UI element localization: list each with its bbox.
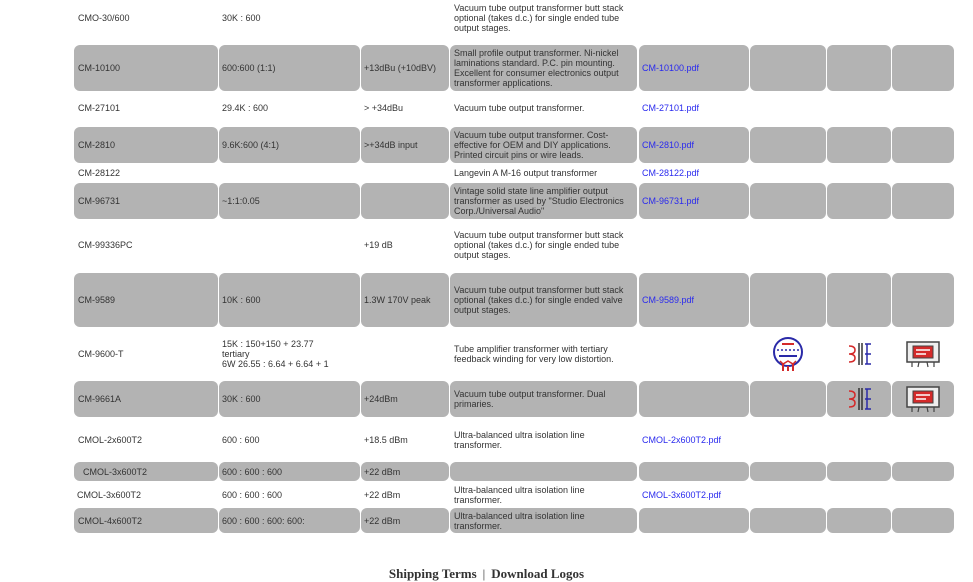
impedance bbox=[219, 381, 360, 417]
pdf-cell bbox=[639, 425, 749, 455]
part-number-text: CMOL-3x600T2 bbox=[83, 466, 148, 477]
description bbox=[450, 45, 637, 91]
photo-cell bbox=[892, 381, 954, 417]
pdf-cell bbox=[639, 381, 749, 417]
impedance-text: 600 : 600 : 600 bbox=[222, 466, 283, 477]
pdf-cell bbox=[639, 165, 749, 180]
description bbox=[450, 273, 637, 327]
level bbox=[361, 45, 449, 91]
pdf-link[interactable]: CM-28122.pdf bbox=[642, 167, 700, 178]
photo-cell bbox=[892, 127, 954, 163]
level-text: +22 dBm bbox=[364, 489, 401, 500]
level-text: +19 dB bbox=[364, 240, 393, 250]
part-number-text: CM-9589 bbox=[78, 295, 116, 305]
pdf-link[interactable]: CM-27101.pdf bbox=[642, 103, 700, 113]
level bbox=[361, 508, 449, 533]
description-text: Vacuum tube output transformer butt stack optional (takes d.c.) for single ended valve output stages. bbox=[454, 285, 624, 315]
part-number bbox=[74, 381, 218, 417]
level-text: +13dBu (+10dBV) bbox=[364, 63, 437, 73]
part-number-text: CMOL-3x600T2 bbox=[77, 489, 142, 500]
impedance bbox=[219, 165, 360, 180]
description bbox=[450, 0, 637, 36]
part-number-text: CM-9661A bbox=[78, 394, 122, 404]
part-number-text: CMO-30/600 bbox=[78, 13, 130, 23]
pdf-cell bbox=[639, 333, 749, 375]
level bbox=[361, 183, 449, 219]
impedance-text: 600 : 600 : 600 bbox=[222, 489, 283, 500]
impedance-text: 9.6K:600 (4:1) bbox=[222, 140, 280, 150]
part-number bbox=[74, 165, 218, 180]
level bbox=[361, 425, 449, 455]
description-text: Langevin A M-16 output transformer bbox=[454, 167, 598, 178]
photo-cell bbox=[892, 45, 954, 91]
table-row bbox=[0, 183, 973, 219]
photo-cell bbox=[892, 462, 954, 481]
part-number bbox=[74, 273, 218, 327]
photo-cell bbox=[892, 273, 954, 327]
impedance-text: 10K : 600 bbox=[222, 295, 261, 305]
description-text: Vacuum tube output transformer butt stack optional (takes d.c.) for single ended tube output stages. bbox=[454, 230, 624, 260]
part-number-text: CM-99336PC bbox=[78, 240, 133, 250]
part-number bbox=[74, 45, 218, 91]
description bbox=[450, 226, 637, 264]
schematic-cell bbox=[827, 462, 891, 481]
impedance-text: 30K : 600 bbox=[222, 13, 261, 23]
description-text: Vacuum tube output transformer butt stack optional (takes d.c.) for single ended tube output stages. bbox=[454, 3, 624, 33]
part-number bbox=[74, 183, 218, 219]
impedance bbox=[219, 226, 360, 264]
transformer-schematic-icon[interactable] bbox=[845, 340, 873, 368]
impedance bbox=[219, 45, 360, 91]
table-row bbox=[0, 484, 973, 505]
impedance-text: ~1:1:0.05 bbox=[222, 196, 260, 206]
pdf-cell bbox=[639, 484, 749, 505]
impedance-text: 29.4K : 600 bbox=[222, 103, 269, 113]
tube-icon-cell bbox=[750, 127, 826, 163]
impedance bbox=[219, 462, 360, 481]
shipping-terms-link[interactable]: Shipping Terms bbox=[388, 566, 477, 581]
part-number-text: CMOL-4x600T2 bbox=[78, 515, 143, 526]
level-text: +24dBm bbox=[364, 394, 398, 404]
level bbox=[361, 462, 449, 481]
part-number-text: CM-9600-T bbox=[78, 349, 124, 359]
description-text: Small profile output transformer. Ni-nickel laminations standard. P.C. pin mounting. Excellent for consumer electronics output transformer applications. bbox=[454, 48, 619, 88]
impedance bbox=[219, 0, 360, 36]
part-number bbox=[74, 425, 218, 455]
table-row bbox=[0, 165, 973, 180]
pdf-cell bbox=[639, 97, 749, 119]
part-number bbox=[74, 0, 218, 36]
schematic-cell bbox=[827, 333, 891, 375]
part-number-text: CM-2810 bbox=[78, 140, 116, 150]
tube-icon-cell bbox=[750, 273, 826, 327]
pdf-cell bbox=[639, 183, 749, 219]
footer-separator: | bbox=[482, 566, 486, 581]
part-number bbox=[74, 97, 218, 119]
impedance bbox=[219, 425, 360, 455]
description bbox=[450, 381, 637, 417]
transformer-photo-icon[interactable] bbox=[904, 384, 942, 414]
impedance bbox=[219, 183, 360, 219]
tube-icon-cell bbox=[750, 333, 826, 375]
level-text: > +34dBu bbox=[364, 103, 404, 113]
impedance-text: 600 : 600 bbox=[222, 435, 260, 445]
schematic-cell bbox=[827, 381, 891, 417]
table-row bbox=[0, 127, 973, 163]
description-text: Vacuum tube output transformer. bbox=[454, 103, 585, 113]
description-text: Ultra-balanced ultra isolation line transformer. bbox=[454, 484, 585, 505]
tube-icon-cell bbox=[750, 508, 826, 533]
part-number-text: CM-27101 bbox=[78, 103, 121, 113]
pdf-link[interactable]: CM-96731.pdf bbox=[642, 196, 700, 206]
pdf-link[interactable]: CMOL-3x600T2.pdf bbox=[642, 489, 722, 500]
pdf-cell bbox=[639, 508, 749, 533]
table-row bbox=[0, 0, 973, 36]
description-text: Vacuum tube output transformer. Dual primaries. bbox=[454, 389, 606, 409]
transformer-schematic-icon[interactable] bbox=[845, 385, 873, 413]
pdf-link[interactable]: CMOL-2x600T2.pdf bbox=[642, 435, 722, 445]
level bbox=[361, 0, 449, 36]
impedance-text: 30K : 600 bbox=[222, 394, 261, 404]
tube-icon-cell bbox=[750, 381, 826, 417]
table-row bbox=[0, 45, 973, 91]
pdf-link[interactable]: CM-2810.pdf bbox=[642, 140, 695, 150]
part-number-text: CM-28122 bbox=[78, 167, 121, 178]
part-number bbox=[74, 508, 218, 533]
table-row bbox=[0, 462, 973, 481]
description bbox=[450, 484, 637, 505]
schematic-cell bbox=[827, 45, 891, 91]
pdf-cell bbox=[639, 273, 749, 327]
part-number-text: CM-10100 bbox=[78, 63, 121, 73]
part-number-text: CMOL-2x600T2 bbox=[78, 435, 143, 445]
impedance bbox=[219, 273, 360, 327]
level bbox=[361, 127, 449, 163]
part-number-text: CM-96731 bbox=[78, 196, 121, 206]
pdf-cell bbox=[639, 127, 749, 163]
photo-cell bbox=[892, 183, 954, 219]
description bbox=[450, 127, 637, 163]
pdf-cell bbox=[639, 226, 749, 264]
pdf-cell bbox=[639, 0, 749, 36]
description-text: Tube amplifier transformer with tertiary feedback winding for very low distortion. bbox=[454, 344, 614, 364]
part-number bbox=[74, 127, 218, 163]
level bbox=[361, 273, 449, 327]
pdf-cell bbox=[639, 45, 749, 91]
description bbox=[450, 462, 637, 481]
vacuum-tube-icon[interactable] bbox=[771, 335, 805, 373]
schematic-cell bbox=[827, 508, 891, 533]
pdf-cell bbox=[639, 462, 749, 481]
schematic-cell bbox=[827, 127, 891, 163]
impedance-text: 15K : 150+150 + 23.77 tertiary 6W 26.55 : 6.64 + 6.64 + 1 bbox=[222, 339, 329, 369]
description bbox=[450, 425, 637, 455]
impedance bbox=[219, 508, 360, 533]
level bbox=[361, 226, 449, 264]
table-row bbox=[0, 508, 973, 533]
impedance-text: 600:600 (1:1) bbox=[222, 63, 276, 73]
description-text: Vintage solid state line amplifier output transformer as used by "Studio Electronics Corp./Universal Audio" bbox=[454, 186, 624, 216]
level bbox=[361, 484, 449, 505]
level bbox=[361, 97, 449, 119]
part-number bbox=[74, 333, 218, 375]
photo-cell bbox=[892, 508, 954, 533]
tube-icon-cell bbox=[750, 183, 826, 219]
table-row bbox=[0, 273, 973, 327]
table-row bbox=[0, 425, 973, 455]
impedance bbox=[219, 127, 360, 163]
description bbox=[450, 183, 637, 219]
impedance-text: 600 : 600 : 600: 600: bbox=[222, 515, 305, 526]
level bbox=[361, 381, 449, 417]
table-row bbox=[0, 381, 973, 417]
level-text: >+34dB input bbox=[364, 140, 418, 150]
part-number bbox=[74, 226, 218, 264]
footer-links bbox=[0, 566, 973, 582]
level bbox=[361, 165, 449, 180]
level-text: +22 dBm bbox=[364, 515, 401, 526]
part-number bbox=[74, 462, 218, 481]
transformer-photo-icon[interactable] bbox=[904, 339, 942, 369]
tube-icon-cell bbox=[750, 462, 826, 481]
pdf-link[interactable]: CM-10100.pdf bbox=[642, 63, 700, 73]
pdf-link[interactable]: CM-9589.pdf bbox=[642, 295, 695, 305]
impedance bbox=[219, 484, 360, 505]
photo-cell bbox=[892, 333, 954, 375]
description bbox=[450, 165, 637, 180]
table-row bbox=[0, 333, 973, 375]
table-row bbox=[0, 226, 973, 264]
schematic-cell bbox=[827, 183, 891, 219]
level bbox=[361, 333, 449, 375]
description bbox=[450, 97, 637, 119]
part-number bbox=[74, 484, 218, 505]
schematic-cell bbox=[827, 273, 891, 327]
download-logos-link[interactable]: Download Logos bbox=[491, 566, 585, 581]
level-text: +22 dBm bbox=[364, 466, 401, 477]
description-text: Vacuum tube output transformer. Cost- effective for OEM and DIY applications. Printed circuit pins or wire leads. bbox=[454, 130, 611, 160]
description bbox=[450, 333, 637, 375]
tube-icon-cell bbox=[750, 45, 826, 91]
level-text: +18.5 dBm bbox=[364, 435, 408, 445]
description-text: Ultra-balanced ultra isolation line transformer. bbox=[454, 510, 585, 531]
description-text: Ultra-balanced ultra isolation line transformer. bbox=[454, 430, 585, 450]
level-text: 1.3W 170V peak bbox=[364, 295, 431, 305]
description bbox=[450, 508, 637, 533]
impedance bbox=[219, 333, 360, 375]
table-row bbox=[0, 97, 973, 119]
impedance bbox=[219, 97, 360, 119]
